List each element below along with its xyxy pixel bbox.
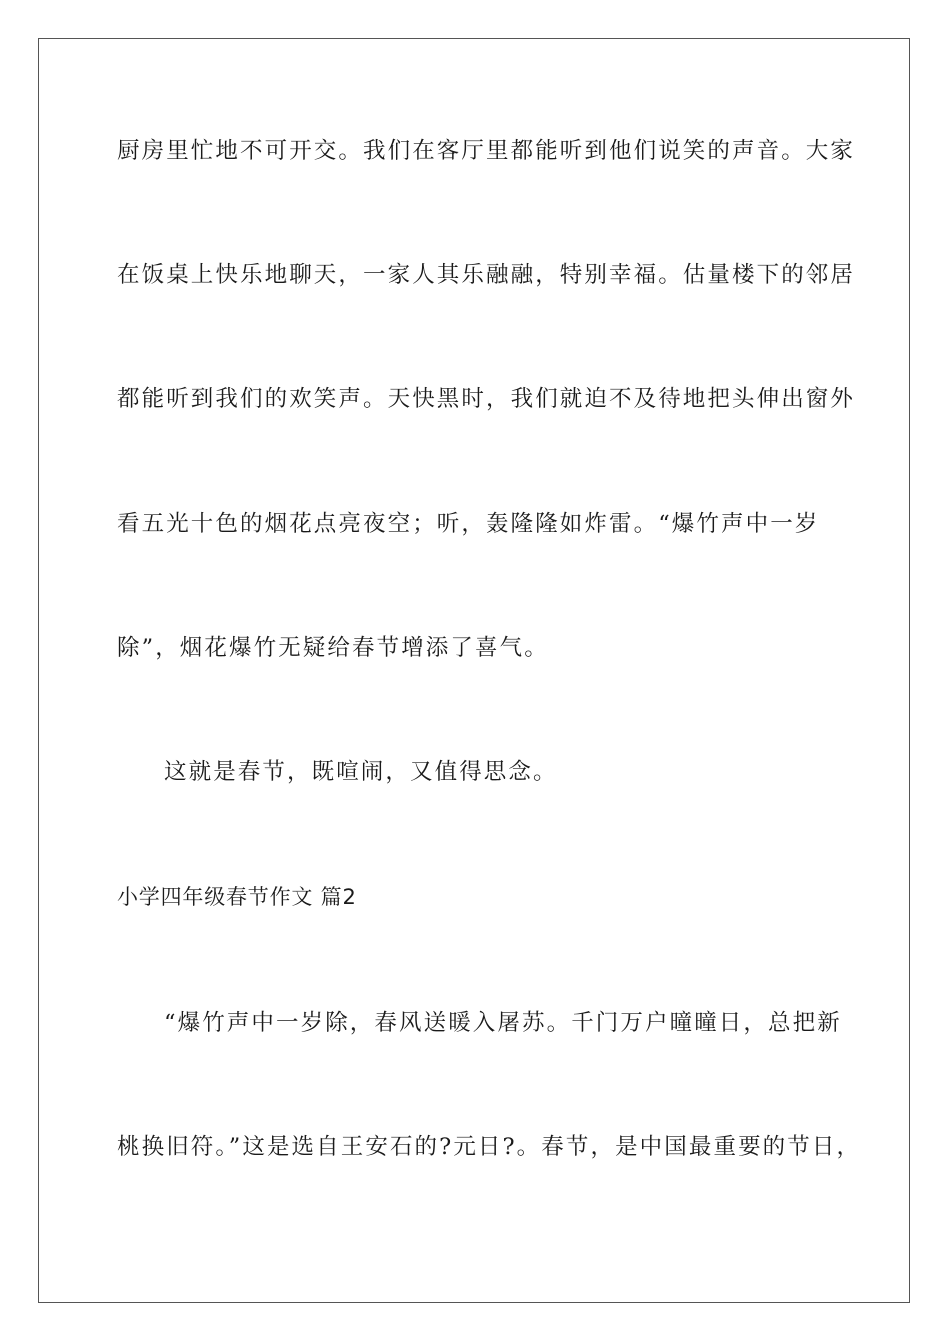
paragraph-line: 这就是春节，既喧闹，又值得思念。 [164, 759, 558, 785]
paragraph-line: 都能听到我们的欢笑声。天快黑时，我们就迫不及待地把头伸出窗外 [117, 386, 856, 412]
paragraph-line: 在饭桌上快乐地聊天，一家人其乐融融，特别幸福。估量楼下的邻居 [117, 262, 856, 288]
paragraph-line: 厨房里忙地不可开交。我们在客厅里都能听到他们说笑的声音。大家 [117, 138, 856, 164]
paragraph-line: “爆竹声中一岁除，春风送暖入屠苏。千门万户曈曈日，总把新 [164, 1010, 842, 1036]
paragraph-line: 看五光十色的烟花点亮夜空；听，轰隆隆如炸雷。“爆竹声中一岁 [117, 511, 820, 537]
paragraph-line: 除”，烟花爆竹无疑给春节增添了喜气。 [117, 635, 549, 661]
page-frame [38, 38, 910, 1303]
paragraph-line: 桃换旧符。”这是选自王安石的?元日?。春节，是中国最重要的节日， [117, 1134, 862, 1160]
section-heading: 小学四年级春节作文 篇2 [117, 885, 357, 909]
